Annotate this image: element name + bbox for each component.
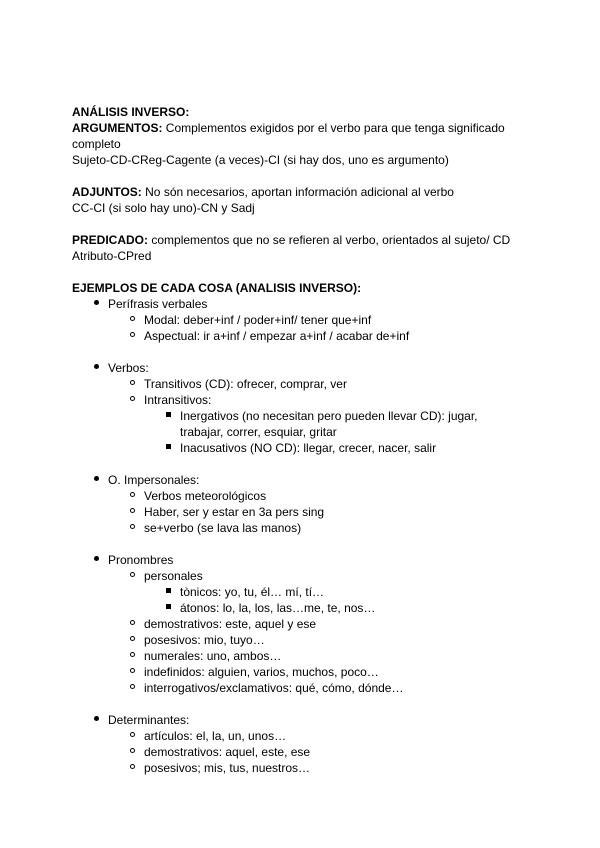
list-item: Inacusativos (NO CD): llegar, crecer, nacer, salir — [72, 440, 542, 456]
list-item: Intransitivos: — [72, 392, 542, 408]
circle-bullet-icon — [130, 684, 135, 689]
list-item: tònicos: yo, tu, él… mí, tí… — [72, 584, 542, 600]
doc-title: ANÁLISIS INVERSO: — [72, 105, 190, 119]
adjuntos-label: ADJUNTOS: — [72, 185, 142, 199]
adjuntos-list: CC-CI (si solo hay uno)-CN y Sadj — [72, 201, 255, 215]
circle-bullet-icon — [130, 492, 135, 497]
list-item: se+verbo (se lava las manos) — [72, 520, 542, 536]
list-item: demostrativos: este, aquel y ese — [72, 616, 542, 632]
argumentos-definition — [72, 120, 542, 136]
circle-bullet-icon — [130, 316, 135, 321]
list-item: Perífrasis verbales — [72, 296, 542, 312]
disc-bullet-icon — [94, 364, 99, 369]
disc-bullet-icon — [94, 716, 99, 721]
list-item: Verbos meteorológicos — [72, 488, 542, 504]
argumentos-text: Complementos exigidos por el verbo para que tenga significado — [165, 121, 505, 135]
list-item: Determinantes: — [72, 712, 542, 728]
list-item: Modal: deber+inf / poder+inf/ tener que+inf — [72, 312, 542, 328]
list-item: Pronombres — [72, 552, 542, 568]
circle-bullet-icon — [130, 732, 135, 737]
disc-bullet-icon — [94, 476, 99, 481]
adjuntos-definition — [72, 184, 542, 200]
list-item: artículos: el, la, un, unos… — [72, 728, 542, 744]
list-item: O. Impersonales: — [72, 472, 542, 488]
pronombres-list — [72, 552, 542, 696]
document-page — [72, 104, 542, 776]
predicado-label: PREDICADO: — [72, 233, 149, 247]
list-item: Transitivos (CD): ofrecer, comprar, ver — [72, 376, 542, 392]
list-item: Haber, ser y estar en 3a pers sing — [72, 504, 542, 520]
circle-bullet-icon — [130, 572, 135, 577]
disc-bullet-icon — [94, 556, 99, 561]
argumentos-label: ARGUMENTOS: — [72, 121, 163, 135]
list-item: Aspectual: ir a+inf / empezar a+inf / acabar de+inf — [72, 328, 542, 344]
circle-bullet-icon — [130, 380, 135, 385]
list-item: demostrativos: aquel, este, ese — [72, 744, 542, 760]
circle-bullet-icon — [130, 668, 135, 673]
list-item: personales — [72, 568, 542, 584]
list-item: indefinidos: alguien, varios, muchos, poco… — [72, 664, 542, 680]
circle-bullet-icon — [130, 748, 135, 753]
square-bullet-icon — [166, 604, 171, 609]
ejemplos-heading: EJEMPLOS DE CADA COSA (ANALISIS INVERSO): — [72, 281, 362, 295]
square-bullet-icon — [166, 588, 171, 593]
circle-bullet-icon — [130, 396, 135, 401]
list-item: átonos: lo, la, los, las…me, te, nos… — [72, 600, 542, 616]
square-bullet-icon — [166, 412, 171, 417]
predicado-list: Atributo-CPred — [72, 249, 152, 263]
circle-bullet-icon — [130, 620, 135, 625]
predicado-text: complementos que no se refieren al verbo, orientados al sujeto/ CD — [151, 233, 511, 247]
circle-bullet-icon — [130, 524, 135, 529]
argumentos-list: Sujeto-CD-CReg-Cagente (a veces)-CI (si hay dos, uno es argumento) — [72, 153, 449, 167]
square-bullet-icon — [166, 444, 171, 449]
predicado-definition — [72, 232, 542, 248]
list-item: interrogativos/exclamativos: qué, cómo, dónde… — [72, 680, 542, 696]
circle-bullet-icon — [130, 636, 135, 641]
circle-bullet-icon — [130, 332, 135, 337]
list-item: Verbos: — [72, 360, 542, 376]
perifrasis-list — [72, 296, 542, 344]
circle-bullet-icon — [130, 764, 135, 769]
determinantes-list — [72, 712, 542, 776]
circle-bullet-icon — [130, 652, 135, 657]
verbos-list — [72, 360, 542, 456]
list-item-continuation: trabajar, correr, esquiar, gritar — [180, 425, 337, 439]
disc-bullet-icon — [94, 300, 99, 305]
list-item: Inergativos (no necesitan pero pueden llevar CD): jugar, — [72, 408, 542, 424]
list-item: posesivos; mis, tus, nuestros… — [72, 760, 542, 776]
argumentos-text-cont: completo — [72, 137, 121, 151]
adjuntos-text: No són necesarios, aportan información adicional al verbo — [145, 185, 454, 199]
list-item: posesivos: mio, tuyo… — [72, 632, 542, 648]
circle-bullet-icon — [130, 508, 135, 513]
list-item: numerales: uno, ambos… — [72, 648, 542, 664]
impersonales-list — [72, 472, 542, 536]
